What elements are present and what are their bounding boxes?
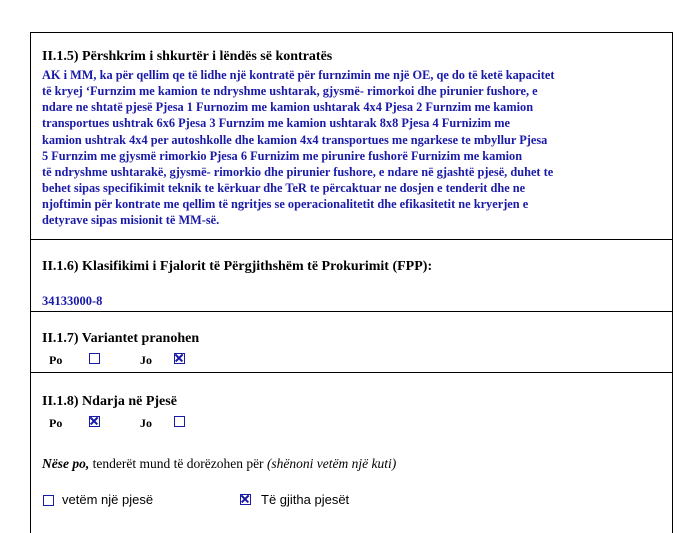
description-line: detyrave sipas misionit të MM-së.: [42, 213, 220, 228]
variants-po-checkbox[interactable]: [89, 353, 100, 364]
lots-instruction-bold: Nëse po,: [42, 456, 90, 471]
option-one-lot-label: vetëm një pjesë: [62, 492, 154, 507]
lots-instruction-italic: (shënoni vetëm një kuti): [266, 456, 397, 471]
section-variants-title: II.1.7) Variantet pranohen: [42, 331, 200, 346]
procurement-form-frame: [30, 32, 673, 533]
lots-instruction: [42, 456, 396, 472]
section-lots: [31, 372, 672, 533]
option-all-lots-label: Të gjitha pjesët: [261, 492, 350, 507]
lots-po-label: Po: [49, 416, 63, 430]
section-cpv: [31, 239, 672, 311]
lots-instruction-text: tenderët mund të dorëzohen për: [89, 456, 267, 471]
description-line: transportues ushtrak 6x6 Pjesa 3 Furnzim me kamion ushtarak 8x8 Pjesa 4 Furnizim me: [42, 116, 511, 131]
lots-jo-checkbox[interactable]: [174, 416, 185, 427]
contract-description-text: [42, 67, 670, 229]
lots-jo-label: Jo: [140, 416, 152, 430]
section-cpv-title: II.1.6) Klasifikimi i Fjalorit të Përgjithshëm të Prokurimit (FPP):: [42, 259, 433, 274]
description-line: ndare ne shtatë pjesë Pjesa 1 Furnozim me kamion ushtarak 4x4 Pjesa 2 Furnzim me kamion: [42, 100, 534, 115]
description-line: të ndryshme ushtarakë, gjysmë- rimorkio dhe pirunier fushore, e ndare në gjashtë pjesë, duhet te: [42, 164, 554, 179]
option-one-lot-checkbox[interactable]: [43, 495, 54, 506]
section-variants: [31, 311, 672, 372]
section-description-title: II.1.5) Përshkrim i shkurtër i lëndës së kontratës: [42, 49, 333, 64]
description-line: 5 Furnzim me gjysmë rimorkio Pjesa 6 Furnizim me pirunire fushorë Furnizim me kamion: [42, 148, 523, 163]
description-line: AK i MM, ka për qellim qe të lidhe një kontratë për furnzimin me një OE, qe do të ketë kapacitet: [42, 68, 555, 82]
option-all-lots-checkbox[interactable]: [240, 494, 251, 505]
section-lots-title: II.1.8) Ndarja në Pjesë: [42, 394, 177, 409]
description-line: kamion ushtrak 4x4 per autoshkolle dhe kamion 4x4 transportues me ngarkese te mbyllur Pjesa: [42, 132, 548, 147]
lots-po-checkbox[interactable]: [89, 416, 100, 427]
variants-po-label: Po: [49, 353, 63, 367]
variants-jo-label: Jo: [140, 353, 152, 367]
description-line: behet sipas specifikimit teknik te kërkuar dhe TeR te përcaktuar ne dosjen e tenderit dhe ne: [42, 181, 526, 196]
variants-jo-checkbox[interactable]: [174, 353, 185, 364]
cpv-code: 34133000-8: [42, 294, 103, 308]
description-line: njoftimin për kontrate me qellim të ngritjes se operacionalitetit dhe efikasitetit ne kryerjen e: [42, 197, 529, 212]
description-line: të kryej ‘Furnzim me kamion te ndryshme ushtarak, gjysmë- rimorkoi dhe pirunier fushore, e: [42, 84, 538, 99]
section-description: [31, 33, 672, 239]
